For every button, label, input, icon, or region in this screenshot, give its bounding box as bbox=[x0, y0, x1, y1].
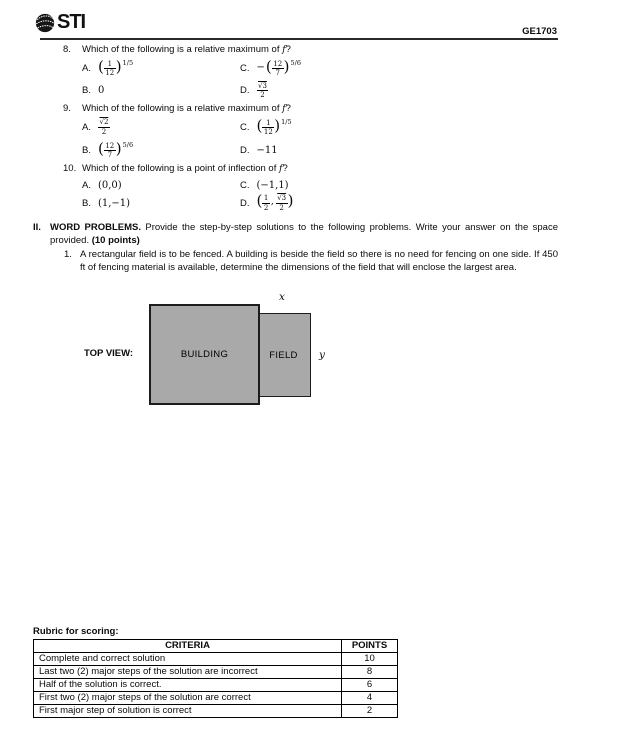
option-label: A. bbox=[82, 62, 91, 74]
points-header: POINTS bbox=[342, 640, 398, 653]
paren: ( bbox=[97, 139, 104, 158]
question-10-line bbox=[63, 163, 533, 174]
paren: ) bbox=[283, 57, 290, 76]
criteria-cell: First major step of solution is correct bbox=[34, 705, 342, 718]
diagram-caption: TOP VIEW: bbox=[84, 348, 134, 359]
points-cell: 2 bbox=[342, 705, 398, 718]
question-number: 10. bbox=[63, 163, 77, 174]
denominator: 7 bbox=[272, 68, 284, 77]
denominator: 2 bbox=[257, 90, 269, 99]
q8-option-b bbox=[82, 82, 240, 100]
denominator: 2 bbox=[98, 127, 110, 136]
question-punct: ? bbox=[282, 163, 288, 174]
option-value: (0,0) bbox=[97, 179, 122, 191]
points-cell: 8 bbox=[342, 666, 398, 679]
exponent: 1/5 bbox=[122, 59, 134, 67]
exponent: 5/6 bbox=[122, 140, 134, 149]
option-value: 0 bbox=[97, 85, 105, 97]
rubric-row bbox=[34, 705, 398, 718]
q8-option-d bbox=[240, 82, 533, 100]
option-label: A. bbox=[82, 179, 91, 191]
option-label: D. bbox=[240, 197, 250, 209]
fraction bbox=[257, 82, 269, 100]
rubric-header-row bbox=[34, 640, 398, 653]
paren: ) bbox=[274, 116, 281, 135]
brand-text: STI bbox=[57, 11, 86, 33]
minus-sign: − bbox=[256, 61, 265, 73]
numerator: √3 bbox=[258, 81, 267, 90]
option-value bbox=[98, 118, 110, 136]
q10-option-b bbox=[82, 194, 240, 212]
section-body bbox=[50, 221, 558, 274]
option-value bbox=[256, 191, 294, 212]
question-10 bbox=[63, 163, 533, 212]
option-value: −11 bbox=[256, 144, 278, 156]
y-dimension-label: y bbox=[319, 349, 325, 361]
fraction bbox=[276, 194, 288, 212]
fraction bbox=[98, 118, 110, 136]
q10-option-c bbox=[240, 178, 533, 192]
option-label: B. bbox=[82, 144, 91, 156]
q10-option-a bbox=[82, 178, 240, 192]
function-variable: f bbox=[278, 163, 283, 174]
option-value bbox=[257, 59, 302, 78]
q9-option-c bbox=[240, 118, 533, 137]
section-instructions bbox=[50, 221, 558, 247]
question-punct: ? bbox=[285, 44, 291, 55]
criteria-cell: Complete and correct solution bbox=[34, 653, 342, 666]
word-problems-section bbox=[33, 221, 558, 274]
denominator: 2 bbox=[276, 203, 288, 212]
fraction bbox=[104, 142, 116, 160]
header-rule bbox=[40, 38, 558, 40]
rubric-row bbox=[34, 653, 398, 666]
paren: ( bbox=[97, 57, 104, 76]
numerator: √3 bbox=[277, 194, 287, 203]
question-8 bbox=[63, 44, 533, 100]
item-text: A rectangular field is to be fenced. A building is beside the field so there is no need for fencing on one side. If 450 ft of fencing material is available, determine the dimensions of the field that will enclose the largest area. bbox=[80, 249, 558, 273]
field-label: FIELD bbox=[269, 349, 298, 361]
option-label: B. bbox=[82, 85, 91, 97]
numerator: 1 bbox=[107, 59, 113, 68]
numerator: 12 bbox=[105, 141, 115, 150]
question-text-body: Which of the following is a relative maximum of bbox=[82, 103, 280, 114]
option-value: (−1,1) bbox=[256, 179, 289, 191]
criteria-cell: First two (2) major steps of the solution are correct bbox=[34, 692, 342, 705]
denominator: 7 bbox=[104, 150, 116, 159]
question-text bbox=[82, 163, 288, 174]
rubric-title: Rubric for scoring: bbox=[33, 626, 119, 637]
points-note: (10 points) bbox=[91, 235, 140, 246]
option-value bbox=[98, 141, 133, 160]
rubric-row bbox=[34, 666, 398, 679]
course-code: GE1703 bbox=[522, 26, 557, 37]
q9-option-d bbox=[240, 141, 533, 160]
function-variable: f bbox=[282, 103, 286, 114]
question-text-body: Which of the following is a relative maximum of bbox=[82, 44, 280, 55]
field-box bbox=[256, 313, 311, 397]
rubric-row bbox=[34, 692, 398, 705]
fraction bbox=[262, 194, 269, 212]
question-text-body: Which of the following is a point of inflection of bbox=[82, 163, 277, 174]
question-number: 9. bbox=[63, 103, 71, 114]
paren: ( bbox=[256, 116, 263, 135]
paren: ( bbox=[256, 191, 263, 210]
sti-globe-icon bbox=[34, 12, 56, 34]
option-value: (1,−1) bbox=[97, 197, 131, 209]
q9-option-a bbox=[82, 118, 240, 137]
instruction-text: Provide the step-by-step solutions to the following problems. Write your answer on the space provided. bbox=[50, 222, 558, 246]
option-label: A. bbox=[82, 121, 91, 133]
section-roman-numeral: II. bbox=[33, 222, 41, 233]
x-dimension-label: x bbox=[279, 291, 285, 303]
item-number: 1. bbox=[64, 249, 72, 260]
option-value bbox=[257, 82, 269, 100]
fraction bbox=[272, 60, 284, 78]
numerator: √2 bbox=[99, 118, 109, 127]
denominator: 2 bbox=[263, 203, 269, 212]
option-value bbox=[98, 59, 133, 78]
points-cell: 6 bbox=[342, 679, 398, 692]
numerator: 12 bbox=[273, 59, 283, 68]
comma: , bbox=[270, 197, 274, 207]
paren: ) bbox=[115, 139, 122, 158]
denominator: 12 bbox=[105, 69, 115, 78]
question-9-options bbox=[82, 118, 533, 160]
exponent: 5/6 bbox=[290, 59, 301, 67]
points-cell: 4 bbox=[342, 692, 398, 705]
q9-option-b bbox=[82, 141, 240, 160]
rubric-row bbox=[34, 679, 398, 692]
question-8-options bbox=[82, 59, 533, 100]
criteria-header: CRITERIA bbox=[34, 640, 342, 653]
fraction bbox=[262, 119, 274, 137]
building-box bbox=[149, 304, 260, 405]
points-cell: 10 bbox=[342, 653, 398, 666]
paren: ) bbox=[287, 191, 294, 210]
option-label: D. bbox=[240, 85, 250, 97]
fraction bbox=[104, 60, 116, 78]
paren: ( bbox=[265, 57, 272, 76]
option-label: C. bbox=[240, 62, 250, 74]
exponent: 1/5 bbox=[281, 118, 292, 126]
option-label: C. bbox=[240, 179, 250, 191]
building-label: BUILDING bbox=[180, 349, 229, 360]
option-label: C. bbox=[240, 121, 250, 133]
rubric-table bbox=[33, 639, 398, 718]
numerator: 1 bbox=[266, 118, 271, 127]
paren: ) bbox=[115, 57, 122, 76]
option-label: B. bbox=[82, 197, 91, 209]
question-9-line bbox=[63, 103, 533, 114]
sti-logo bbox=[34, 11, 85, 34]
criteria-cell: Half of the solution is correct. bbox=[34, 679, 342, 692]
option-value bbox=[257, 118, 292, 137]
question-text bbox=[82, 44, 291, 55]
function-variable: f bbox=[282, 44, 286, 55]
option-label: D. bbox=[240, 144, 250, 156]
question-8-line bbox=[63, 44, 533, 55]
q8-option-a bbox=[82, 59, 240, 78]
numerator: 1 bbox=[263, 194, 269, 203]
question-10-options bbox=[82, 178, 533, 212]
problem-item-1 bbox=[64, 248, 558, 274]
rubric-section bbox=[33, 626, 398, 718]
q10-option-d bbox=[240, 191, 533, 212]
question-text bbox=[82, 103, 291, 114]
question-number: 8. bbox=[63, 44, 71, 55]
question-9 bbox=[63, 103, 533, 160]
denominator: 12 bbox=[263, 128, 273, 137]
q8-option-c bbox=[240, 59, 533, 78]
criteria-cell: Last two (2) major steps of the solution are incorrect bbox=[34, 666, 342, 679]
question-punct: ? bbox=[285, 103, 291, 114]
section-heading: WORD PROBLEMS. bbox=[50, 222, 141, 233]
